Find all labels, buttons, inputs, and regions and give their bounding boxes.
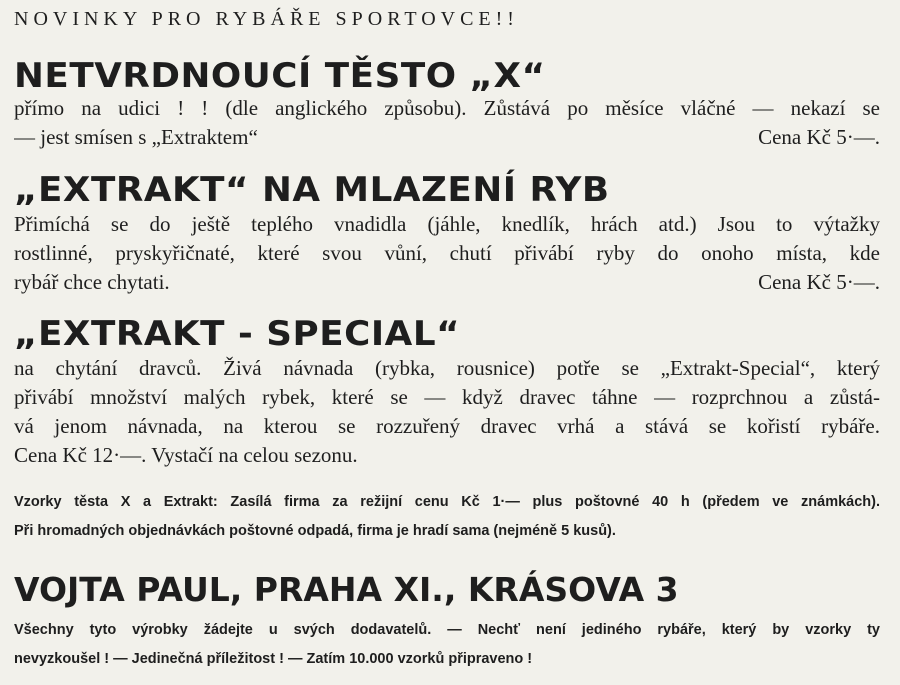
company-line-2: nevyzkoušel ! — Jedinečná příležitost ! — Zatím 10.000 vzorků připraveno ! <box>14 651 533 667</box>
section2-line-1: Přimíchá se do ještě teplého vnadidla (jáhle, knedlík, hrách atd.) Jsou to výtažky <box>14 212 880 236</box>
section1-line-2-text: — jest smísen s „Extraktem“ <box>14 125 258 149</box>
section2-line-3 <box>14 268 880 297</box>
section1-line-1: přímo na udici ! ! (dle anglického způsobu). Zůstává po měsíce vláčné — nekazí se <box>14 96 880 120</box>
section2-body <box>14 210 880 297</box>
section1-price: Cena Kč 5·—. <box>758 125 880 149</box>
heading-extrakt-special: „EXTRAKT - SPECIAL“ <box>14 314 461 354</box>
company-note <box>14 616 880 674</box>
section2-price: Cena Kč 5·—. <box>758 270 880 294</box>
section3-line-3: vá jenom návnada, na kterou se rozzuřený dravec vrhá a stává se kořistí rybáře. <box>14 414 880 438</box>
section1-body <box>14 94 880 152</box>
section3-body <box>14 354 880 470</box>
company-name-address: VOJTA PAUL, PRAHA XI., KRÁSOVA 3 <box>14 570 679 609</box>
samples-note <box>14 488 880 546</box>
section1-line-2 <box>14 123 880 152</box>
section3-line-2: přivábí množství malých rybek, které se — když dravec táhne — rozprchnou a zůstá- <box>14 385 880 409</box>
kicker-headline: NOVINKY PRO RYBÁŘE SPORTOVCE!! <box>14 8 519 30</box>
samples-line-2: Při hromadných objednávkách poštovné odpadá, firma je hradí sama (nejméně 5 kusů). <box>14 523 616 539</box>
heading-extrakt: „EXTRAKT“ NA MLAZENÍ RYB <box>14 170 610 210</box>
section2-line-3-text: rybář chce chytati. <box>14 270 170 294</box>
heading-netvrdnouci-testo: NETVRDNOUCÍ TĚSTO „X“ <box>14 56 546 96</box>
section3-line-4: Cena Kč 12·—. Vystačí na celou sezonu. <box>14 443 358 467</box>
samples-line-1: Vzorky těsta X a Extrakt: Zasílá firma za režijní cenu Kč 1·— plus poštovné 40 h (předem ve známkách). <box>14 494 880 510</box>
section2-line-2: rostlinné, pryskyřičnaté, které svou vůní, chutí přivábí ryby do onoho místa, kde <box>14 241 880 265</box>
company-line-1: Všechny tyto výrobky žádejte u svých dodavatelů. — Nechť není jediného rybáře, který by vzorky ty <box>14 622 880 638</box>
section3-line-1: na chytání dravců. Živá návnada (rybka, rousnice) potře se „Extrakt-Special“, který <box>14 356 880 380</box>
